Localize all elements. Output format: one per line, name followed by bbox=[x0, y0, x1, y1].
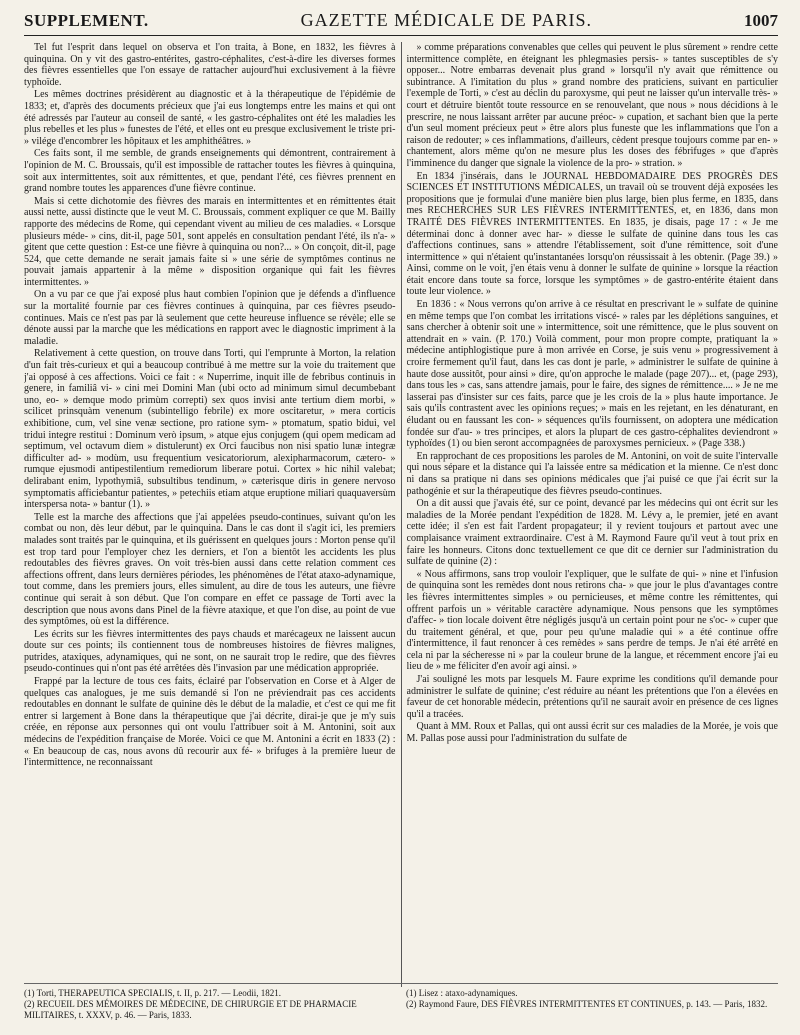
paragraph: « Nous affirmons, sans trop vouloir l'expliquer, que le sulfate de qui- » nine et l'infusion de quinquina sont les remèdes dont nous retirons cha- » que jour le plus d'avantages contre les fièvres intermittentes simples » ou pernicieuses, et même contre les rémittentes, qui offrent parfois un » véritable caractère adynamique. Nous pensons que les symptômes d'affec- » tion locale doivent être négligés jusqu'à un certain point pour ne s'oc- » cuper que du traitement général, et que, pour peu qu'une maladie qui » a été continue offre d'intermittence, il faut renoncer à ces remèdes » sans perdre de temps. Je n'ai été arrêté en cela ni par la sécheresse ni » par la couleur brune de la langue, et récemment encore j'ai eu lieu de » me féliciter d'en avoir agi ainsi. » bbox=[406, 568, 778, 673]
left-column bbox=[24, 42, 396, 987]
page-number: 1007 bbox=[744, 11, 778, 30]
footnote: (2) Raymond Faure, DES FIÈVRES INTERMITTENTES ET CONTINUES, p. 143. — Paris, 1832. bbox=[406, 999, 768, 1009]
column-divider bbox=[401, 42, 402, 987]
supplement-label: SUPPLEMENT. bbox=[24, 11, 149, 30]
paragraph: Les mêmes doctrines présidèrent au diagnostic et à la thérapeutique de l'épidémie de 1833; et, d'après des documents précieux que j'ai eus longtemps entre les mains et qui ont été adressés par l'auteur au conseil de santé, « les gastro-céphalites ont été les maladies les plus rebelles et les plus » funestes de l'été, et elles ont eu presque exclusivement le triste pri- » vilége d'encombrer les hôpitaux et les amphithéâtres. » bbox=[24, 89, 396, 147]
footnote: (1) Torti, THERAPEUTICA SPECIALIS, t. II, p. 217. — Leodii, 1821. bbox=[24, 988, 282, 998]
footnotes bbox=[24, 983, 778, 1021]
paragraph: En 1834 j'insérais, dans le JOURNAL HEBDOMADAIRE DES PROGRÈS DES SCIENCES ET INSTITUTIONS MÉDICALES, un travail où se trouvent déjà exposées les propositions que je formulai d'une manière bien plus large, bien plus ferme, en 1835, dans mes RECHERCHES SUR LES FIÈVRES INTERMITTENTES, et, en 1836, dans mon TRAITÉ DES FIÈVRES INTERMITTENTES. En 1835, je disais, page 17 : « Je me déterminai donc à donner avec har- » diesse le sulfate de quinine dans tous les cas d'affections continues, sans » attendre l'établissement, soit d'une rémittence, soit d'une intermittence » qui n'étaient qu'instantanées lorsqu'on réussissait à les obtenir. (Page 39.) » Ainsi, comme on le voit, j'en étais venu à donner le sulfate de quinine » lorsque la réaction était encore dans toute sa force, lorsque les symptômes » de gastro-entérite étaient dans toute leur violence. » bbox=[406, 170, 778, 298]
footnote: (1) Lisez : ataxo-adynamiques. bbox=[406, 988, 518, 998]
paragraph: En 1836 : « Nous verrons qu'on arrive à ce résultat en prescrivant le » sulfate de quinine en même temps que l'on combat les irritations viscé- » rales par les déplétions sanguines, et sans chercher à obtenir soit une » intermittence, soit une rémittence, que le plus souvent on attendrait en » vain. (P. 170.) Voilà comment, pour mon propre compte, pratiquant la » médecine antiphlogistique pure à mon arrivée en Corse, je suis venu » progressivement à croire fermement qu'il faut, dans les cas dont je parle, » administrer le sulfate de quinine à haute dose aussitôt, pour ainsi » dire, qu'on approche le malade (page 207)... et, (page 293), dans tous les » cas, sans attendre jamais, pour le faire, des signes de rémittence.... » Je ne me lasserai pas d'insister sur ces faits, parce que je les crois de la » plus haute importance. Je sais qu'ils contrastent avec les opinions reçues; » mais en les rejetant, en les dénaturant, en éludant ou en faussant les con- » séquences qu'ils fournissent, on adoptera une médication fondée sur d'au- » tres principes, et alors la plupart de ces gastro-céphalites deviendront » typhoïdes (1) ou bien seront accompagnées de paroxysmes pernicieux. » (Page 338.) bbox=[406, 299, 778, 450]
paragraph: En rapprochant de ces propositions les paroles de M. Antonini, on voit de suite l'intervalle qui nous sépare et la distance qui l'a laissée entre sa médication et la mienne. Ce n'est donc ni dans sa pratique ni dans ses opinions médicales que j'ai puisé ce que j'ai écrit sur la pathogénie et sur la thérapeutique des fièvres pseudo-continues. bbox=[406, 450, 778, 497]
right-footnotes bbox=[406, 988, 778, 1021]
running-header bbox=[24, 10, 778, 36]
paragraph: J'ai souligné les mots par lesquels M. Faure exprime les conditions qu'il demande pour administrer le sulfate de quinine; c'est réduire au néant les prétentions que l'on a élevées en faveur de cet honorable médecin, prétentions qu'il ne saurait avoir en présence de ces lignes qu'il a tracées. bbox=[406, 674, 778, 720]
paragraph: On a vu par ce que j'ai exposé plus haut combien l'opinion que je défends a d'influence sur la mortalité fournie par ces fièvres continues à quinquina, par ces fièvres pseudo-continues. Mais ce n'est pas par là seulement que cette heureuse influence se révèle; elle se dénote aussi par la marche que les médications en rapport avec le diagnostic impriment à la maladie. bbox=[24, 289, 396, 347]
right-column bbox=[407, 42, 779, 987]
left-footnotes bbox=[24, 988, 396, 1021]
paragraph: On a dit aussi que j'avais été, sur ce point, devancé par les médecins qui ont écrit sur les maladies de la Morée pendant l'expédition de 1828. M. Lévy a, le premier, jeté en avant cette idée; il s'en est fait l'ardent propagateur; il y revient toujours et partout avec une complaisance vraiment extraordinaire. C'est à M. Raymond Faure qu'il veut à tout prix en faire les honneurs. Citons donc textuellement ce que dit ce dernier sur l'administration du sulfate de quinine (2) : bbox=[406, 498, 778, 568]
paragraph: Relativement à cette question, on trouve dans Torti, qui l'emprunte à Morton, la relation d'un fait très-curieux et qui a beaucoup contribué à me mettre sur la voie du traitement que j'ai opposé à ces affections. Voici ce fait : « Nuperrime, inquit ille de febribus continuis in genere, in familiâ vi- » cini mei Domini Man (ubi octo ad minimum simul decumbebant uno, eo- » demque modo primùm correpti) sex quos invisi ante tertium diem morbi, » scilicet prinsquàm venenum (subintelligo febrile) ex more oscitaretur, » mera corticis exhibitione, cum, vel sine venæ sectione, pro ratione sym- » ptomatum, spatio bidui, vel tridui integre restitui : Dominum verò ipsum, » atque ejus conjugem (qui opem medicam ad septimum, vel octavum diem » distulerunt) ex Orci faucibus non nisi spatio lunæ integræ difficulter ad- » modùm, usu frequentium vesicatoriorum, alexipharmacorum, cætero- » rumque ejusmodi antipestilentium remediorum liberare potui. Cortex » hic nihil valebat; delirabant enim, lypothymiâ, subsultibus tendinum, » cæterisque diris in genere nervoso symptomatis afficiebantur patientes, » petechiis etiam atque eruptione miliari quaquaversùm interspersa nota- » bantur (1). » bbox=[24, 348, 396, 511]
footnote: (2) RECUEIL DES MÉMOIRES DE MÉDECINE, DE CHIRURGIE ET DE PHARMACIE MILITAIRES, t. XXXV, p. 46. — Paris, 1833. bbox=[24, 999, 357, 1020]
paragraph: Telle est la marche des affections que j'ai appelées pseudo-continues, suivant qu'on les combat ou non, dès leur début, par le quinquina. Dans le cas dont il s'agit ici, les premiers malades sont traités par le quinquina, et ils guérissent en quelques jours : Morton pense qu'il est trop tard pour l'employer chez les derniers, et l'on a bientôt les accidents les plus redoutables des fièvres graves. On voit très-bien aussi dans cette relation comment ces affections offrent, dans leurs dernières périodes, les phénomènes de l'état ataxo-adynamique, tout comme, dans les premiers jours, elles simulent, au dire de tous les auteurs, une fièvre continue qui serait à son début. Que l'on compare en effet ce passage de Torti avec la description que nous avons dans Pinel de la fièvre ataxique, et que l'on dise, au point de vue des symptômes, où est la différence. bbox=[24, 511, 396, 628]
journal-title: GAZETTE MÉDICALE DE PARIS. bbox=[300, 10, 592, 30]
paragraph: Tel fut l'esprit dans lequel on observa et l'on traita, à Bone, en 1832, les fièvres à quinquina. On y vit des gastro-entérites, gastro-céphalites, c'est-à-dire les diverses formes des fièvres essentielles que l'on essaye de rattacher aujourd'hui exclusivement à la fièvre typhoïde. bbox=[24, 42, 396, 88]
text-columns bbox=[24, 42, 778, 987]
paragraph: Les écrits sur les fièvres intermittentes des pays chauds et marécageux ne laissent aucun doute sur ces points; ils contiennent tous de nombreuses histoires de fièvres malignes, putrides, ataxiques, adynamiques, qui ne sont, on ne saurait trop le redire, que des fièvres pseudo-continues qui n'ont pas été arrêtées dès l'invasion par une médication appropriée. bbox=[24, 628, 396, 675]
paragraph: Quant à MM. Roux et Pallas, qui ont aussi écrit sur ces maladies de la Morée, je vois que M. Pallas pose aussi pour l'administration du sulfate de bbox=[406, 721, 778, 745]
paragraph: Mais si cette dichotomie des fièvres des marais en intermittentes et en rémittentes était aussi nette, aussi distincte que le veut M. C. Broussais, comment expliquer ce que M. Bailly rapporte des médecins de Rome, qui cependant vivent au milieu de ces maladies. « Lorsque plusieurs méde- » cins, dit-il, page 501, sont appelés en consultation pendant l'été, ils n'a- » gitent que cette question : Est-ce une fièvre à quinquina ou non?... » On conçoit, dit-il, page 524, que cette demande ne serait jamais faite si » une série de symptômes continus ne pouvait jamais appartenir à la même » disposition organique qui fait les fièvres intermittentes. » bbox=[24, 195, 396, 288]
paragraph: Ces faits sont, il me semble, de grands enseignements qui démontrent, contrairement à l'opinion de M. C. Broussais, qu'il est impossible de rattacher toutes les fièvres à quinquina, soit aux intermittentes, soit aux rémittentes, et que, pendant l'été, ces fièvres prennent en grand nombre toutes les apparences d'une fièvre continue. bbox=[24, 148, 396, 195]
paragraph: Frappé par la lecture de tous ces faits, éclairé par l'observation en Corse et à Alger de quelques cas analogues, je me suis demandé si l'on ne préviendrait pas ces accidents redoutables en donnant le sulfate de quinine dès le début de la maladie, et c'est ce qui me fit entrer si largement à Bone dans la thérapeutique que j'ai décrite, dirai-je que je m'y suis créée, en réponse aux personnes qui ont voulu l'attribuer soit à M. Antonini, soit aux médecins de l'expédition française de Morée. Voici ce que M. Antonini a écrit en 1833 (2) : « En beaucoup de cas, nous avons dû recourir aux fé- » brifuges à la première lueur de l'intermittence, ne reconnaissant bbox=[24, 676, 396, 769]
paragraph: » comme préparations convenables que celles qui peuvent le plus sûrement » rendre cette intermittence complète, en éteignant les phlegmasies persis- » tantes susceptibles de s'y opposer... Notre embarras devenait plus grand » lorsqu'il n'y avait que rémittence ou subintrance. A l'imitation du plus » grand nombre des praticiens, suivant en particulier l'exemple de Torti, » c'est au déclin du paroxysme, qui peut ne laisser qu'un intervalle très- » court et détruire bientôt toute ressource en se renouvelant, que nous » nous décidions à le prescrire, ne nous laissant arrêter par aucune préoc- » cupation, et sachant bien que la perte d'un seul moment précieux peut » être alors plus funeste que les inflammations que l'on a raison de redouter; » ces inflammations, d'ailleurs, cèdent presque toujours comme par en- » chantement, alors même qu'on ne mesure plus les doses des fébrifuges » que d'après l'imminence du danger que signale la violence de la pro- » stration. » bbox=[406, 42, 778, 169]
